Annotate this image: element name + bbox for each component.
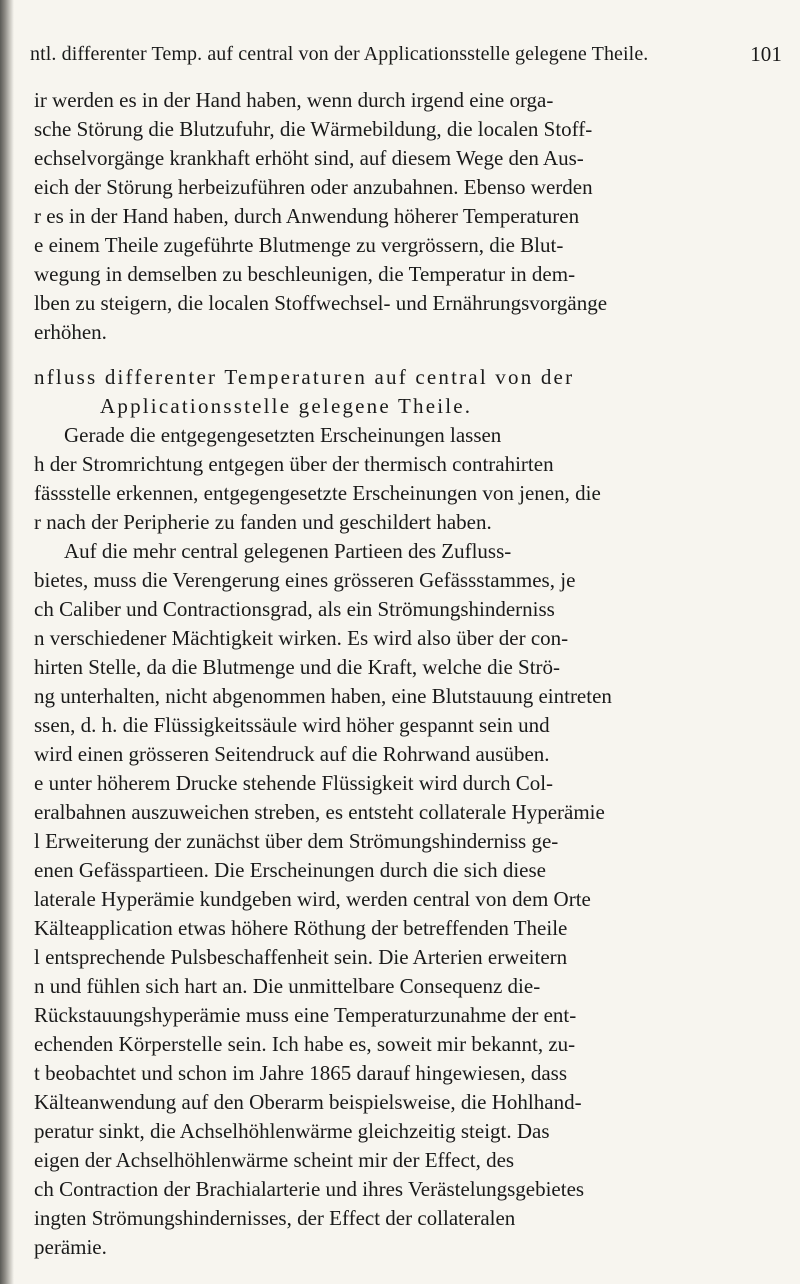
text-line: sche Störung die Blutzufuhr, die Wärmebildung, die localen Stoff- — [34, 117, 593, 141]
text-line: ingten Strömungshindernisses, der Effect der collateralen — [34, 1206, 516, 1230]
text-line: ch Caliber und Contractionsgrad, als ein Strömungshinderniss — [34, 597, 555, 621]
text-line: ir werden es in der Hand haben, wenn durch irgend eine orga- — [34, 88, 554, 112]
text-line: perämie. — [34, 1235, 107, 1259]
page-binding-edge — [0, 0, 14, 1284]
section-heading-line-1: nfluss differenter Temperaturen auf central von der — [34, 365, 575, 389]
text-line: n verschiedener Mächtigkeit wirken. Es wird also über der con- — [34, 626, 569, 650]
page-number: 101 — [750, 42, 782, 66]
text-line: hirten Stelle, da die Blutmenge und die Kraft, welche die Strö- — [34, 655, 561, 679]
text-line: ssen, d. h. die Flüssigkeitssäule wird höher gespannt sein und — [34, 713, 550, 737]
text-line: n und fühlen sich hart an. Die unmittelbare Consequenz die- — [34, 974, 541, 998]
text-line: peratur sinkt, die Achselhöhlenwärme gleichzeitig steigt. Das — [34, 1119, 550, 1143]
text-line: eigen der Achselhöhlenwärme scheint mir der Effect, des — [34, 1148, 515, 1172]
text-line: bietes, muss die Verengerung eines grösseren Gefässstammes, je — [34, 568, 576, 592]
text-line: lben zu steigern, die localen Stoffwechsel- und Ernährungsvorgänge — [34, 291, 608, 315]
book-page — [20, 40, 782, 1262]
text-line: e einem Theile zugeführte Blutmenge zu vergrössern, die Blut- — [34, 233, 564, 257]
text-line: Rückstauungshyperämie muss eine Temperaturzunahme der ent- — [34, 1003, 577, 1027]
running-head — [20, 40, 782, 68]
text-line: h der Stromrichtung entgegen über der thermisch contrahirten — [34, 452, 554, 476]
text-line: Kälteapplication etwas höhere Röthung der betreffenden Theile — [34, 916, 568, 940]
text-line: Auf die mehr central gelegenen Partieen des Zufluss- — [64, 539, 512, 563]
text-line: l entsprechende Pulsbeschaffenheit sein. Die Arterien erweitern — [34, 945, 568, 969]
text-line: ng unterhalten, nicht abgenommen haben, eine Blutstauung eintreten — [34, 684, 612, 708]
text-line: r es in der Hand haben, durch Anwendung höherer Temperaturen — [34, 204, 580, 228]
text-line: erhöhen. — [34, 320, 107, 344]
text-line: enen Gefässpartieen. Die Erscheinungen durch die sich diese — [34, 858, 546, 882]
text-line: eralbahnen auszuweichen streben, es entsteht collaterale Hyperämie — [34, 800, 605, 824]
text-line: wegung in demselben zu beschleunigen, die Temperatur in dem- — [34, 262, 576, 286]
text-line: Gerade die entgegengesetzten Erscheinungen lassen — [64, 423, 502, 447]
text-line: echenden Körperstelle sein. Ich habe es, soweit mir bekannt, zu- — [34, 1032, 576, 1056]
text-line: eich der Störung herbeizuführen oder anzubahnen. Ebenso werden — [34, 175, 593, 199]
paragraph-2 — [20, 421, 782, 1262]
text-line: fässstelle erkennen, entgegengesetzte Erscheinungen von jenen, die — [34, 481, 601, 505]
text-line: e unter höherem Drucke stehende Flüssigkeit wird durch Col- — [34, 771, 554, 795]
text-line: Kälteanwendung auf den Oberarm beispielsweise, die Hohlhand- — [34, 1090, 582, 1114]
text-line: t beobachtet und schon im Jahre 1865 darauf hingewiesen, dass — [34, 1061, 568, 1085]
paragraph-1 — [20, 86, 782, 347]
section-heading-line-2: Applicationsstelle gelegene Theile. — [100, 394, 473, 418]
text-line: laterale Hyperämie kundgeben wird, werden central von dem Orte — [34, 887, 591, 911]
text-line: ch Contraction der Brachialarterie und ihres Verästelungsgebietes — [34, 1177, 585, 1201]
section-heading — [20, 363, 782, 421]
text-line: wird einen grösseren Seitendruck auf die Rohrwand ausüben. — [34, 742, 550, 766]
text-line: r nach der Peripherie zu fanden und geschildert haben. — [34, 510, 492, 534]
running-head-title: ntl. differenter Temp. auf central von der Applicationsstelle gelegene Theile. — [30, 43, 649, 65]
text-line: l Erweiterung der zunächst über dem Strömungshinderniss ge- — [34, 829, 559, 853]
text-line: echselvorgänge krankhaft erhöht sind, auf diesem Wege den Aus- — [34, 146, 584, 170]
